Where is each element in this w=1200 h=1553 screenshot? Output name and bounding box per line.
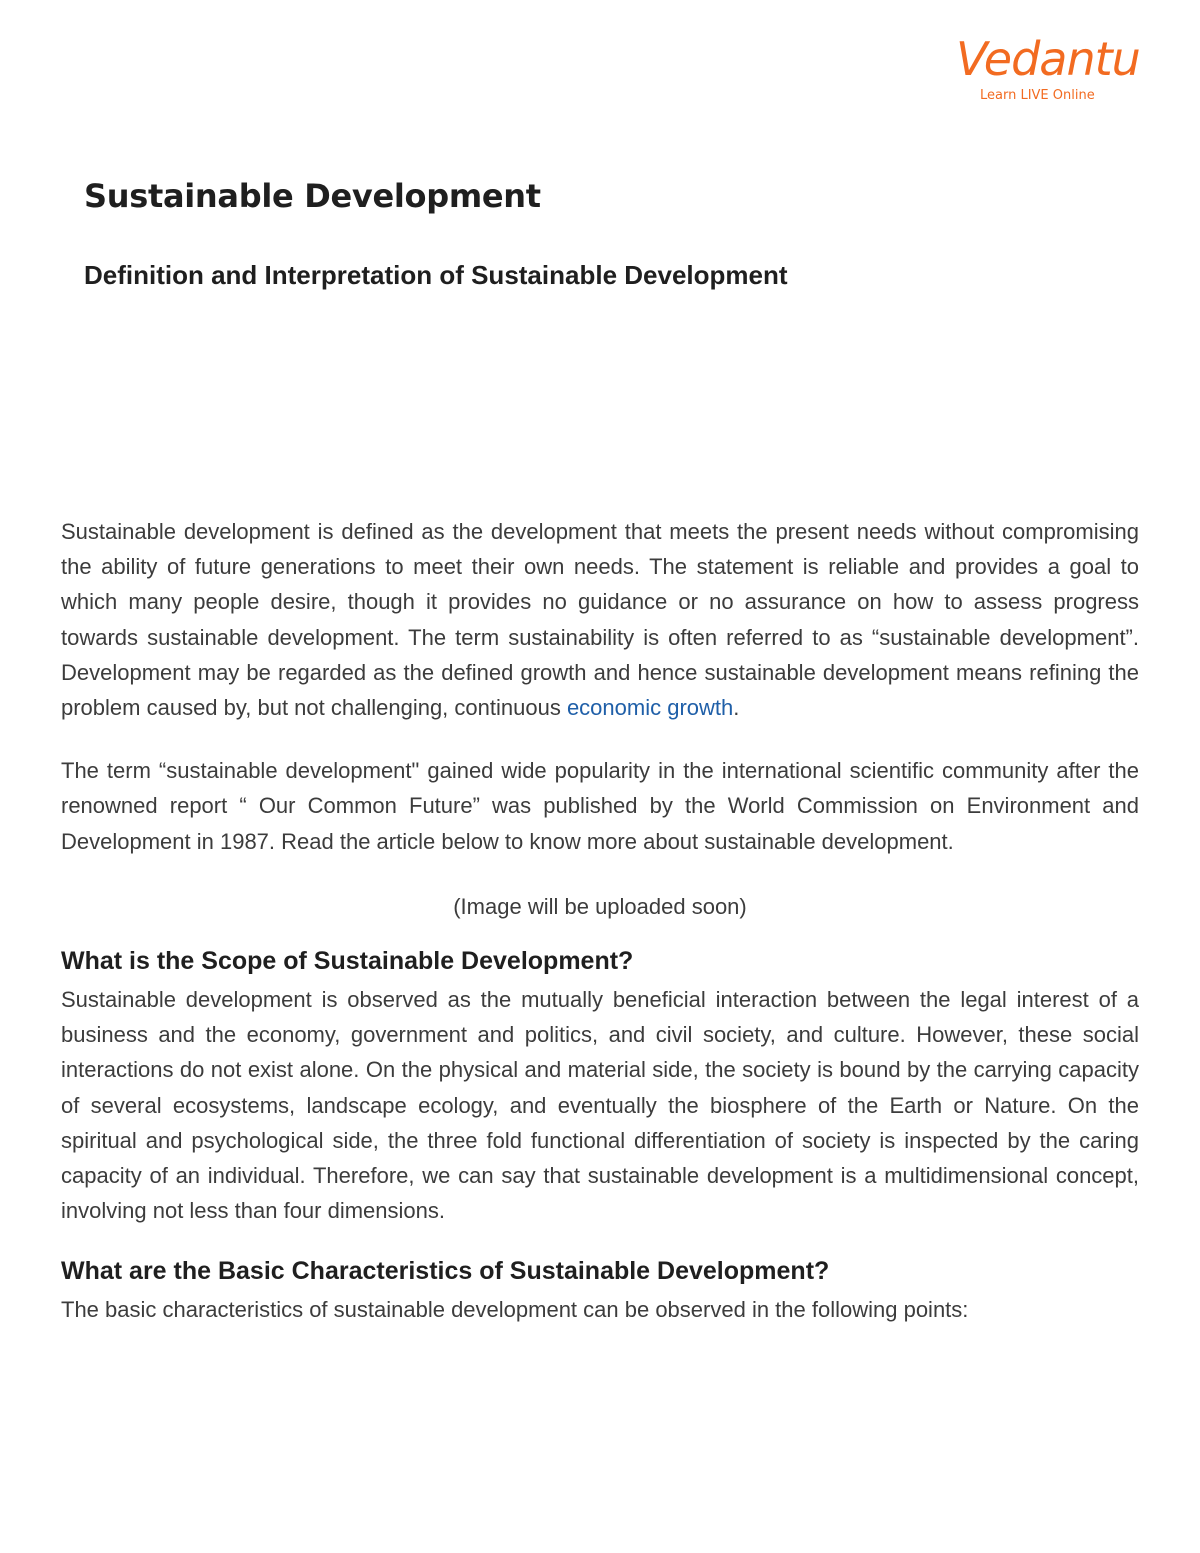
logo-wordmark: Vedantu (956, 32, 1140, 86)
logo-tagline: Learn LIVE Online (980, 88, 1095, 103)
scope-heading: What is the Scope of Sustainable Development? (61, 947, 634, 976)
intro-paragraph (61, 514, 1139, 725)
article-body (61, 514, 1139, 1328)
intro-text-end: . (733, 695, 740, 721)
page-subtitle: Definition and Interpretation of Sustainable Development (84, 260, 788, 290)
intro-text: Sustainable development is defined as the development that meets the present needs without compromising the ability of future generations to meet their own needs. The statement is reliable and provides a goal to which many people desire, though it provides no guidance or no assurance on how to assess progress towards sustainable development. The term sustainability is often referred to as “sustainable development”. Development may be regarded as the defined growth and hence sustainable development means refining the problem caused by, but not challenging, continuous (61, 519, 1139, 721)
characteristics-paragraph: The basic characteristics of sustainable development can be observed in the following points: (61, 1297, 969, 1323)
economic-growth-link[interactable]: economic growth (566, 695, 734, 721)
image-placeholder: (Image will be uploaded soon) (453, 893, 747, 919)
vedantu-logo (956, 30, 1140, 108)
characteristics-heading: What are the Basic Characteristics of Sustainable Development? (61, 1257, 830, 1286)
scope-paragraph: Sustainable development is observed as the mutually beneficial interaction between the legal interest of a business and the economy, government and politics, and civil society, and culture. However, these social interactions do not exist alone. On the physical and material side, the society is bound by the carrying capacity of several ecosystems, landscape ecology, and eventually the biosphere of the Earth or Nature. On the spiritual and psychological side, the three fold functional differentiation of society is inspected by the caring capacity of an individual. Therefore, we can say that sustainable development is a multidimensional concept, involving not less than four dimensions. (61, 987, 1139, 1224)
history-paragraph: The term “sustainable development" gained wide popularity in the international scientific community after the renowned report “ Our Common Future” was published by the World Commission on Environment and Development in 1987. Read the article below to know more about sustainable development. (61, 758, 1139, 854)
page-title: Sustainable Development (84, 177, 541, 215)
